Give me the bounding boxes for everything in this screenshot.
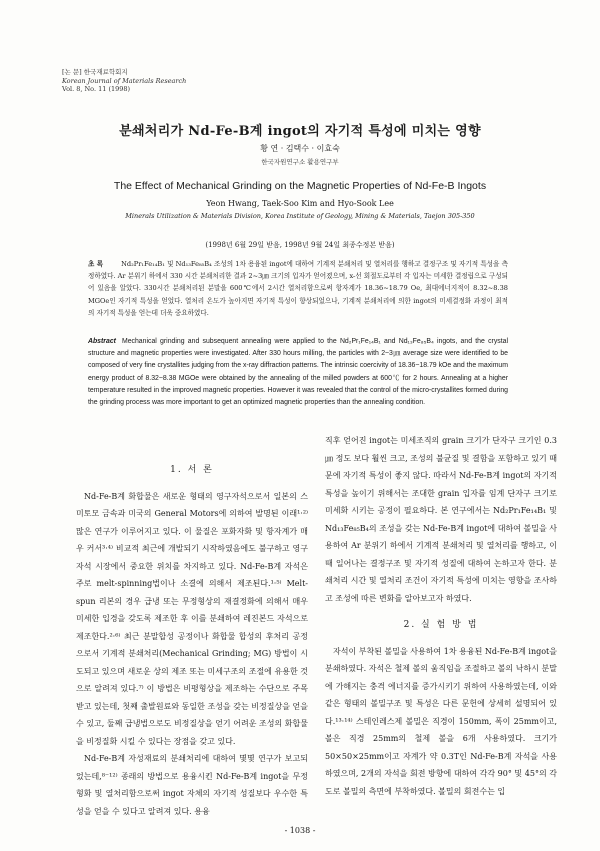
abstract-korean-label: 초 록 [88, 260, 104, 268]
body-paragraph: Nd-Fe-B계 화합물은 새로운 형태의 영구자석으로서 일본의 스미토모 금속과 미국의 General Motors에 의하여 발명된 이래¹·²⁾ 많은 연구가 이루어지고 있다. 이 물질은 포화자화 및 항자계가 매우 커서³·⁴⁾ 비교적 최근에 개발되기 시작하였음에도 불구하고 영구자석 시장에서 중요한 위치를 차지하고 있다. Nd-Fe-B계 자석은 주로 melt-spinning법이나 소결에 의해서 제조된다.¹·⁵⁾ Melt-spun 리본의 경우 급냉 또는 무정형상의 재결정화에 의해서 매우 미세한 입경을 갖도록 제조한 후 이를 분쇄하여 레진본드 자석으로 제조한다.²·⁶⁾ 최근 분말합성 공정이나 화합물 합성의 후처리 공정으로서 기계적 분쇄처리(Mechanical Grinding; MG) 방법이 시도되고 있으며 새로운 상의 제조 또는 미세구조의 조절에 유용한 것으로 알려져 있다.⁷⁾ 이 방법은 비평형상을 제조하는 수단으로 주목받고 있는데, 첫째 출발원료와 동일한 조성을 갖는 비정질상을 얻을 수 있고, 둘째 급냉법으로도 비정질상을 얻기 어려운 조성의 화합물을 비정질화 시킬 수 있다는 장점을 갖고 있다. [76, 491, 308, 746]
received-dates: (1998년 6월 29일 받음, 1998년 9월 24일 최종수정본 받음) [205, 241, 395, 249]
title-english: The Effect of Mechanical Grinding on the Magnetic Properties of Nd-Fe-B Ingots [113, 180, 487, 192]
authors-korean: 황 연 · 김택수 · 이효숙 [260, 144, 340, 153]
abstract-korean-text: Nd₂Pr₁Fe₁₄B₁ 및 Nd₁₃Fe₈₅B₄ 조성의 1차 용융된 ingot에 대하여 기계적 분쇄처리 및 열처리를 행하고 결정구조 및 자기적 특성을 측정하였다. Ar 분위기 하에서 330 시간 분쇄처리한 결과 2~3㎛ 크기의 입자가 얻어졌으며, x-선 회절도로부터 각 입자는 미세한 결정립으로 구성되어 있음을 알았다. 330시간 분쇄처리된 분말을 600℃에서 2시간 열처리함으로써 항자계가 18.36~18.79 Oe, 최대에너지적이 8.32~8.38 MGOe인 자기적 특성을 얻었다. 열처리 온도가 높아지면 자기적 특성이 향상되었으나, 기계적 분쇄처리에 의한 ingot의 미세결정화 과정이 최적의 자기적 특성을 얻는데 더욱 중요하였다. [88, 260, 508, 317]
left-column [76, 432, 308, 820]
journal-line-1: [논 문] 한국재료학회지 [62, 68, 128, 76]
abstract-english-text: Mechanical grinding and subsequent annealing were applied to the Nd₂Pr₁Fe₁₄B₁ and Nd₁₃Fe₈₅B₄ ingots, and the crystal structure and magnetic properties were investigated. After 330 hours milling, the particles with 2~3㎛ average size were identified to be composed of very fine crystallites judging from the x-ray diffraction patterns. The intrinsic coercivity of 18.36~18.79 kOe and the maximum energy product of 8.32~8.38 MGOe were obtained by the annealing of the milled powders at 600℃ for 2 hours. Annealing at a higher temperature resulted in the improved magnetic properties. However it was revealed that the control of the micro-crystallites formed during the grinding process was more important to get an optimized magnetic properties than the annealing condition. [88, 338, 508, 407]
title-korean: 분쇄처리가 Nd-Fe-B계 ingot의 자기적 특성에 미치는 영향 [119, 124, 481, 139]
abstract-korean [88, 258, 508, 319]
affiliation-english: Minerals Utilization & Materials Division, Korea Institute of Geology, Mining & Materials, Taejon 305-350 [125, 212, 475, 220]
body-paragraph: 자석이 부착된 볼밀을 사용하여 1차 용융된 Nd-Fe-B계 ingot을 분쇄하였다. 자석은 철제 볼의 움직임을 조절하고 볼의 낙하시 분말에 가해지는 충격 에너지를 증가시키기 위하여 사용하였는데, 이와 같은 형태의 볼밀구조 및 특성은 다른 문헌에 상세히 설명되어 있다.¹³·¹⁴⁾ 스테인레스제 볼밀은 직경이 150mm, 폭이 25mm이고, 볼은 직경 25mm의 철제 볼을 6개 사용하였다. 크기가 50×50×25mm이고 자계가 약 0.3T인 Nd-Fe-B계 자석을 사용하였으며, 2개의 자석을 회전 방향에 대하여 각각 90° 및 45°의 각도로 볼밀의 측면에 부착하였다. 볼밀의 회전수는 입 [325, 646, 557, 796]
body-paragraph: Nd-Fe-B계 자성재료의 분쇄처리에 대하여 몇몇 연구가 보고되었는데,⁸⁻¹²⁾ 종래의 방법으로 용융시킨 Nd-Fe-B계 ingot을 무정형화 및 열처리함으로써 ingot 자체의 자기적 성질보다 우수한 특성을 얻을 수 있다고 알려져 있다. 용융 [76, 754, 308, 816]
journal-header [62, 68, 262, 94]
section-heading-introduction: 1. 서 론 [170, 465, 214, 475]
affiliation-korean: 한국자원연구소 활용연구부 [261, 158, 339, 166]
journal-line-3: Vol. 8, No. 11 (1998) [62, 85, 131, 93]
page-number: - 1038 - [284, 826, 316, 835]
abstract-english [88, 336, 508, 409]
right-column [325, 432, 557, 800]
section-heading-methods: 2. 실 험 방 법 [403, 620, 479, 630]
authors-english: Yeon Hwang, Taek-Soo Kim and Hyo-Sook Lee [206, 199, 394, 208]
body-paragraph: 직후 얻어진 ingot는 미세조직의 grain 크기가 단자구 크기인 0.3㎛ 정도 보다 훨씬 크고, 조성의 불균질 및 결함을 포함하고 있기 때문에 자기적 특성이 좋지 않다. 따라서 Nd-Fe-B계 ingot의 자기적 특성을 높이기 위해서는 조대한 grain 입자를 임계 단자구 크기로 미세화 시키는 공정이 필요하다. 본 연구에서는 Nd₂Pr₁Fe₁₄B₁ 및 Nd₁₃Fe₈₅B₄의 조성을 갖는 Nd-Fe-B계 ingot에 대하여 볼밀을 사용하여 Ar 분위기 하에서 기계적 분쇄처리 및 열처리를 행하고, 이때 일어나는 결정구조 및 자기적 성질에 대하여 논하고자 한다. 분쇄처리 시간 및 열처리 조건이 자기적 특성에 미치는 영향을 조사하고 조성에 따른 변화를 알아보고자 하였다. [325, 436, 557, 603]
abstract-english-label: Abstract [88, 338, 116, 345]
journal-line-2: Korean Journal of Materials Research [62, 76, 187, 85]
